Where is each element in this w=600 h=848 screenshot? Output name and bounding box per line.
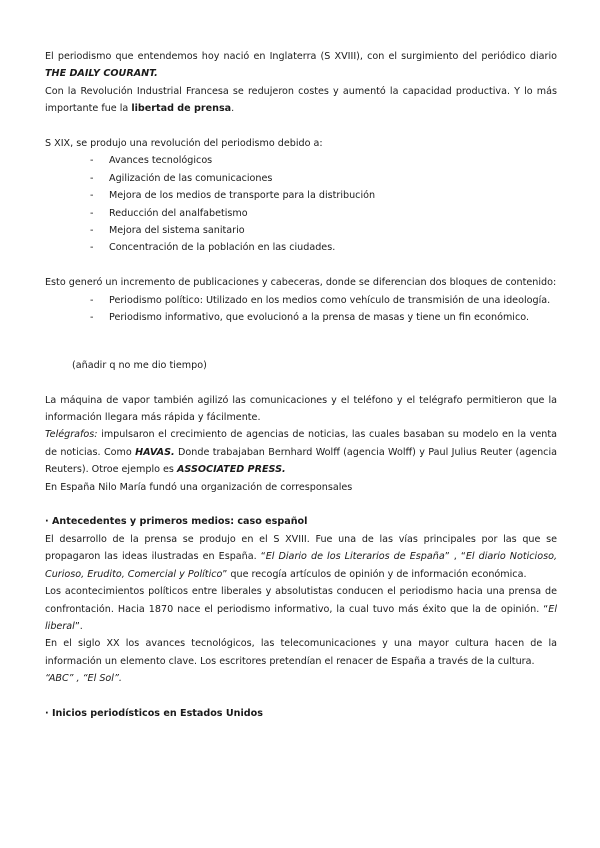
spacer (45, 257, 557, 274)
abc-el-sol-titles: “ABC” , “El Sol”. (45, 673, 122, 685)
xviii-text: El desarrollo de la prensa se produjo en el S XVIII. Fue una de las vías principales por las que se propagaron las ideas ilustradas en España. “ (45, 533, 557, 563)
list-item: - Mejora del sistema sanitario (45, 222, 557, 239)
spacer (45, 688, 557, 705)
list-item (45, 292, 557, 309)
list-item: - Reducción del analfabetismo (45, 205, 557, 222)
content-blocks-list (45, 292, 557, 327)
paragraph-industrial-revolution (45, 83, 557, 118)
spacer (45, 374, 557, 391)
paragraph-telegraph (45, 426, 557, 478)
paragraph-xx-century: En el siglo XX los avances tecnológicos, las telecomunicaciones y una mayor cultura hacen de la información un elemento clave. Los escritores pretendían el renacer de España a través de la cultura. (45, 638, 557, 667)
confrontation-text: Los acontecimientos políticos entre liberales y absolutistas conducen el periodismo hacia una prensa de confrontación. Hacia 1870 nace el periodismo informativo, la cual tuvo más éxito que la de opinión. “ (45, 586, 557, 615)
paragraph-sxix-intro: S XIX, se produjo una revolución del periodismo debido a: (45, 138, 323, 150)
xviii-text-end: ” que recogía artículos de opinión y de información económica. (222, 568, 527, 580)
list-item: - Mejora de los medios de transporte para la distribución (45, 187, 557, 204)
diario-noticioso-title: El diario Noticioso, Curioso, Erudito, Comercial y Político (45, 551, 558, 580)
paragraph-xviii-press (45, 531, 557, 583)
sxix-causes-list (45, 152, 557, 256)
paragraph-confrontation (45, 583, 557, 635)
telegraph-text: impulsaron el crecimiento de agencias de noticias, las cuales basaban su modelo en la venta de noticias. Como (45, 429, 557, 458)
pending-note: (añadir q no me dio tiempo) (72, 359, 207, 371)
associated-press-name: ASSOCIATED PRESS. (176, 464, 286, 476)
havas-name: HAVAS. (135, 446, 175, 458)
press-freedom: libertad de prensa (131, 103, 232, 115)
industrial-text-end: . (231, 103, 235, 115)
section-heading-spain: · Antecedentes y primeros medios: caso español (45, 516, 308, 528)
list-item-text: - Periodismo informativo, que evolucionó a la prensa de masas y tiene un fin económico. (109, 312, 529, 324)
industrial-text: Con la Revolución Industrial Francesa se redujeron costes y aumentó la capacidad productiva. Y lo más importante fue la (45, 85, 557, 115)
paragraph-steam-engine: La máquina de vapor también agilizó las comunicaciones y el teléfono y el telégrafo permitieron que la información llegara más rápida y fácilmente. (45, 394, 557, 424)
document-page (45, 48, 557, 722)
list-item-text: - Periodismo político: Utilizado en los medios como vehículo de transmisión de una ideología. (109, 294, 551, 306)
list-item: - Agilización de las comunicaciones (45, 170, 557, 187)
paragraph-content-blocks: Esto generó un incremento de publicaciones y cabeceras, donde se diferencian dos bloques de contenido: (45, 277, 557, 289)
paragraph-origins (45, 48, 557, 83)
paragraph-xx-titles (45, 670, 557, 687)
spacer (45, 344, 557, 357)
telegraph-text-2: Donde trabajaban Bernhard Wolff (agencia Wolff) y Paul Julius Reuter (agencia Reuters). Otroe ejemplo es (45, 446, 557, 476)
diario-literarios-title: El Diario de los Literarios de España (265, 551, 445, 563)
daily-courant-title: THE DAILY COURANT. (45, 68, 158, 80)
el-liberal-title: El liberal (45, 603, 557, 632)
list-item: - Avances tecnológicos (45, 152, 557, 169)
paragraph-nilo-maria: En España Nilo María fundó una organización de corresponsales (45, 481, 353, 493)
section-heading-usa: · Inicios periodísticos en Estados Unidos (45, 707, 263, 719)
confrontation-end: ”. (74, 620, 83, 632)
list-item: - Concentración de la población en las ciudades. (45, 239, 557, 256)
xviii-sep: ” , “ (444, 551, 466, 563)
telegraph-lead: Telégrafos: (45, 429, 98, 441)
spacer (45, 326, 557, 343)
list-item (45, 309, 557, 326)
spacer (45, 496, 557, 513)
origins-text: El periodismo que entendemos hoy nació en Inglaterra (S XVIII), con el surgimiento del periódico diario (45, 51, 557, 62)
spacer (45, 118, 557, 135)
